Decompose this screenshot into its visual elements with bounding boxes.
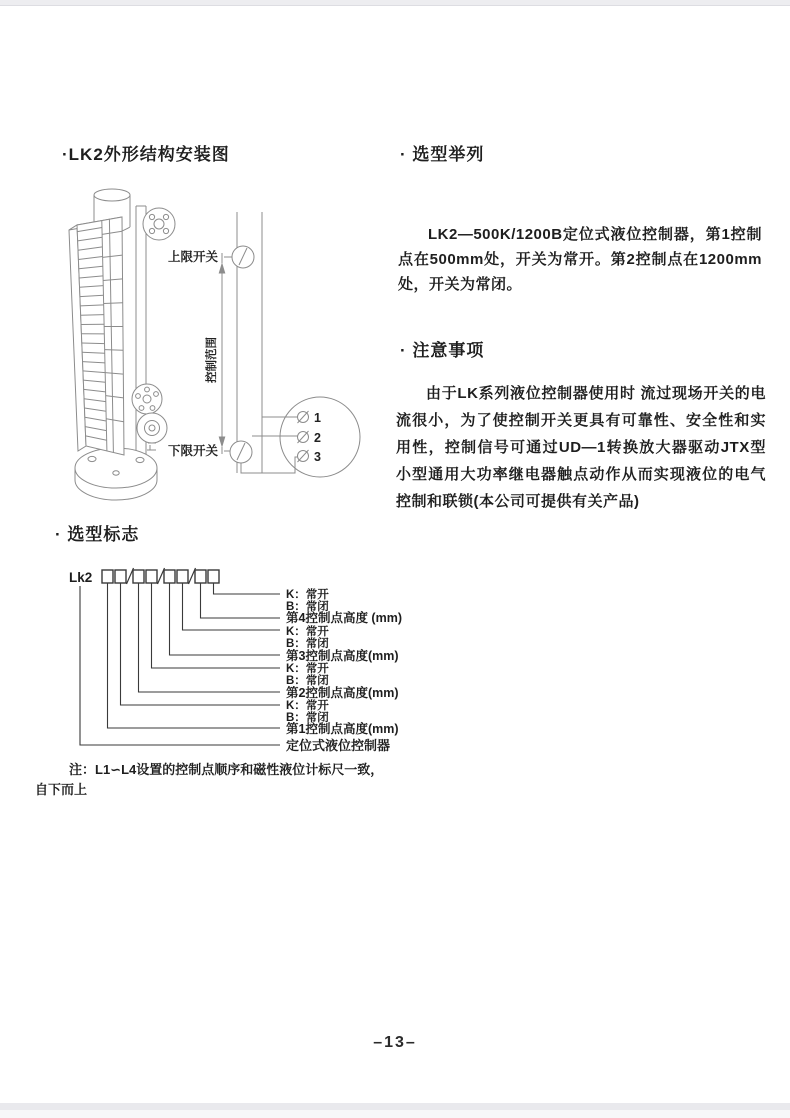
code-label-root: 定位式液位控制器: [286, 738, 391, 753]
code-label-k3: K：常开: [286, 626, 329, 638]
code-label-k2: K：常开: [286, 663, 329, 675]
terminal-label-2: 2: [314, 431, 321, 445]
gauge-3d-drawing: [69, 189, 175, 500]
code-label-b1: B：常闭: [286, 712, 329, 724]
code-label-k1: K：常开: [286, 700, 329, 712]
model-code-note: [35, 760, 435, 800]
notes-title: · 注意事项: [400, 341, 485, 360]
switch-schematic: [219, 212, 360, 477]
code-label-h4: 第4控制点高度 (mm): [286, 611, 402, 625]
model-code-title: · 选型标志: [55, 525, 140, 544]
lower-switch-label: 下限开关: [167, 444, 218, 458]
note-line-1: 注：L1∽L4设置的控制点顺序和磁性液位计标尺一致，: [69, 762, 384, 777]
installation-diagram: [58, 182, 393, 512]
model-code-boxes: [102, 568, 219, 584]
code-label-h1: 第1控制点高度(mm): [286, 722, 399, 736]
page-number: –13–: [373, 1034, 417, 1051]
code-label-b3: B：常闭: [286, 638, 329, 650]
control-range-label: 控制范围: [206, 337, 218, 383]
scan-edge-top: [0, 0, 790, 6]
install-section-title: ·LK2外形结构安装图: [62, 145, 230, 164]
selection-example-title: · 选型举列: [400, 145, 485, 164]
terminal-label-1: 1: [314, 411, 321, 425]
scan-edge-bottom-2: [0, 1110, 790, 1118]
model-code-prefix: Lk2: [69, 570, 93, 585]
code-label-h3: 第3控制点高度(mm): [286, 649, 399, 663]
scan-edge-bottom: [0, 1103, 790, 1110]
upper-switch-label: 上限开关: [167, 250, 218, 264]
code-label-b4: B：常闭: [286, 601, 329, 613]
code-label-h2: 第2控制点高度(mm): [286, 686, 399, 700]
model-code-diagram: [55, 558, 405, 768]
terminal-label-3: 3: [314, 450, 321, 464]
code-label-b2: B：常闭: [286, 675, 329, 687]
model-code-connectors: [80, 583, 280, 745]
terminal-screws: [298, 411, 309, 462]
note-line-2: 自下而上: [35, 782, 88, 797]
notes-body: 由于LK系列液位控制器使用时 流过现场开关的电流很小，为了使控制开关更具有可靠性、安全性和实用性，控制信号可通过UD—1转换放大器驱动JTX型小型通用大功率继电器触点动作从而实现液位的电气控制和联锁(本公司可提供有关产品): [396, 385, 766, 510]
selection-example-body: LK2—500K/1200B定位式液位控制器，第1控制点在500mm处，开关为常开。第2控制点在1200mm处，开关为常闭。: [398, 226, 762, 293]
code-label-k4: K：常开: [286, 589, 329, 601]
